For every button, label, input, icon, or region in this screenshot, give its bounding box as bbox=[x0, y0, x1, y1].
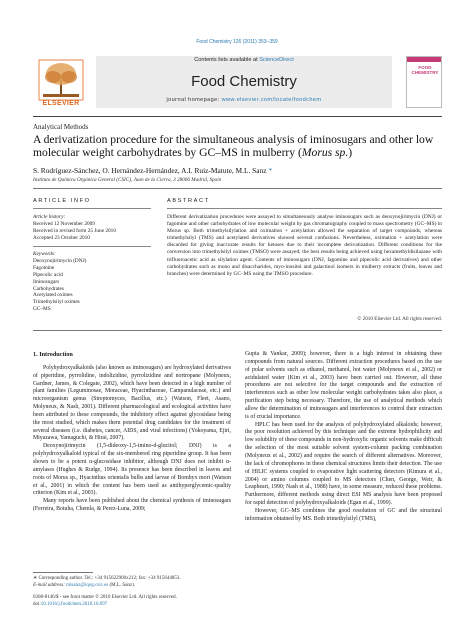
contents-line bbox=[96, 57, 392, 63]
journal-masthead bbox=[33, 48, 442, 112]
title-main: A derivatization procedure for the simultaneous analysis of iminosugars and other low molecular weight carbohydrates by GC–MS in mulberry ( bbox=[33, 133, 434, 160]
corresponding-line: ∗ Corresponding author. Tel.: +34 915622900x212; fax: +34 915644853. bbox=[33, 576, 181, 581]
cover-band bbox=[407, 57, 441, 62]
affiliation: Instituto de Química Orgánica General (CSIC), Juan de la Cierva, 3 28006 Madrid, Spain bbox=[33, 177, 222, 183]
journal-name: Food Chemistry bbox=[191, 73, 297, 90]
cover-title: FOOD CHEMISTRY bbox=[411, 65, 439, 76]
body-paragraph: However, GC–MS combines the good resolution of GC and the structural information obtained by MS. Both trimethylsilyl (TMS), bbox=[245, 507, 442, 522]
section-tag: Analytical Methods bbox=[33, 123, 89, 131]
keyword: Pipecolic acid bbox=[33, 271, 63, 278]
doi-line bbox=[33, 602, 293, 609]
history-item: Accepted 23 October 2010 bbox=[33, 234, 90, 241]
keyword: Trimethylsilyl oximes bbox=[33, 299, 80, 306]
abstract-copyright: © 2010 Elsevier Ltd. All rights reserved. bbox=[357, 316, 442, 322]
abstract-bottom-divider bbox=[33, 330, 442, 331]
author-list bbox=[33, 166, 445, 175]
article-history bbox=[33, 214, 133, 242]
keyword: Deoxynojirimycin (DNJ) bbox=[33, 257, 87, 264]
keyword: Iminosugars bbox=[33, 278, 60, 285]
keywords-label: Keywords: bbox=[33, 251, 56, 257]
right-column bbox=[245, 351, 442, 524]
corresponding-author-footnote bbox=[33, 576, 233, 589]
footnote-divider bbox=[33, 572, 93, 573]
issn-line: 0308-8146/$ - see front matter © 2010 Elsevier Ltd. All rights reserved. bbox=[33, 595, 177, 600]
section-heading: 1. Introduction bbox=[33, 351, 73, 358]
keyword: GC–MS bbox=[33, 306, 51, 313]
homepage-prefix: journal homepage: bbox=[166, 97, 222, 103]
email-label: E-mail address: bbox=[33, 582, 67, 588]
sciencedirect-link[interactable]: ScienceDirect bbox=[259, 57, 294, 63]
journal-homepage bbox=[96, 97, 392, 103]
elsevier-tree-logo-icon bbox=[33, 56, 89, 104]
publication-footer bbox=[33, 595, 293, 608]
intro-paragraph: Deoxynojirimycin (1,5-dideoxy-1,5-imino-d-glucitol; DNJ) is a polyhydroxyalkaloid typical of the six-membered ring piperidine group. It has been shown to be a potent α-glucosidase inhibitor, although DNJ does not inhibit α-amylases (Hughes & Rudge, 1994). Its presence has been described in leaves and roots of Morus sp., Hyacinthus orientalis bulbs and larvae of Bombyx mori (Watson et al., 2001) in which the content has been used as antihyperglycemic-quality criterion (Kim et al., 2003). bbox=[33, 443, 231, 497]
authors-text: S. Rodríguez-Sánchez, O. Hernández-Hernández, A.I. Ruiz-Matute, M.L. Sanz bbox=[33, 166, 267, 175]
corresponding-author-mark[interactable]: * bbox=[268, 166, 273, 175]
info-top-divider bbox=[33, 188, 442, 189]
intro-paragraph: Many reports have been published about the chemical synthesis of iminosugars (Ferreira, Botuha, Chemla, & Perez-Luna, 2009; bbox=[33, 498, 231, 513]
keyword: Carbohydrates bbox=[33, 285, 64, 292]
abstract-rule bbox=[167, 208, 442, 209]
title-italic: Morus sp. bbox=[301, 146, 349, 160]
intro-paragraph: Polyhydroxyalkaloids (also known as iminosugars) are hydroxylated derivatives of piperidine, pyrrolidine, indolizidine, pyrrolizidine and nortropane (Molyneux, Gardner, James, & Colegate, 2002), which have been detected in a high number of plant families (Leguminosae, Moraceae, Hyacinthaceae, Campanulaceae, etc.) and microorganism genus (Streptomyces, Bacillus, etc.) (Watson, Fleet, Asano, Molyneux, & Nash, 2001). Different pharmacological and ecological activities have been attributed to these compounds, the inhibitory effect against glycosidase being the most studied, which makes them potential drug candidates for the treatment of several diseases (i.e. diabetes, cancer, AIDS, and viral infections) (Yokoyama, Ejiri, Miyazawa, Yamaguchi, & Hirai, 2007). bbox=[33, 364, 231, 442]
body-paragraph: HPLC has been used for the analysis of polyhydroxylated alkaloids; however, the poor resolution achieved by this technique and the extreme hydrophilicity and low solubility of these compounds in non-hydroxylic organic solvents make difficult the selection of the most suitable solvent system-column packing combination (Molyneux et al., 2002) and require the search of different alternatives. Moreover, the lack of chromophores in these chemical structures limits their detection. The use of HILIC systems coupled to evaporative light scattering detectors (Kimura et al., 2004) or amino columns coupled to MS detectors (Chen, George, Weir, & Leapheart, 1990; Nash et al., 1988) have, in some measure, reduced these problems. Furthermore, different methods using direct ESI MS analysis have been proposed for rapid detection of polyhydroxyalkaloids (Egan et al., 1999). bbox=[245, 421, 442, 507]
homepage-link[interactable]: www.elsevier.com/locate/foodchem bbox=[221, 97, 322, 103]
email-suffix: (M.L. Sanz). bbox=[108, 582, 136, 588]
doi-prefix: doi: bbox=[33, 601, 41, 607]
history-item: Received in revised form 25 June 2010 bbox=[33, 227, 116, 234]
article-info-heading: ARTICLE INFO bbox=[33, 198, 91, 204]
email-link[interactable]: mlsanz@iqog.csic.es bbox=[66, 582, 109, 588]
journal-cover-thumbnail bbox=[406, 56, 442, 108]
contents-prefix: Contents lists available at bbox=[194, 57, 260, 63]
article-info-rule bbox=[33, 208, 151, 209]
history-label: Article history: bbox=[33, 214, 66, 220]
body-paragraph: Gupta & Vankar, 2009); however, there is a high interest in obtaining these compounds from natural sources. Different extraction procedures based on the use of polar solvents such as ethanol, methanol, hot water (Molyneux et al., 2002) or acidulated water (Kim et al., 2003) have been carried out. However, all these procedures are not selective for the target compounds and the extraction of interferences such as other low molecular weight carbohydrates takes also place, a purification step being necessary. Therefore, the use of analytical methods which allow the determination of iminosugars and interferences to control their extraction is of crucial importance. bbox=[245, 351, 442, 420]
abstract-heading: ABSTRACT bbox=[167, 198, 210, 204]
abstract-paragraph: Different derivatization procedures were assayed to simultaneously analyse iminosugars such as deoxynojirimycin (DNJ) or fagomine and other carbohydrates of low molecular weight by gas chromatography coupled to mass spectrometry (GC–MS) in Morus sp. Both trimethylsilylation and oximation + acetylation allowed the separation of target compounds, whereas trimethylsilyl (TMS) and acetylated derivatives showed several confusions. Nevertheless, oximation + acetylation were discarded for giving inaccurate results for ketoses due to their incomplete derivatization. Different conditions for the conversion into trimethylsilyl oximes (TMSO) were assayed; the best results being achieved using hexamethyldisilazane with trifluoroacetic acid as silylation agent. Contents of iminosugars (DNJ, fagomine and pipecolic acid derivatives) and other carbohydrates such as mono and disaccharides, myo-inositol and galactinol isomers in mulberry extracts (fruits, leaves and branches) were determined by GC–MS using the TMSO procedure. bbox=[167, 214, 442, 277]
title-end: ) bbox=[348, 146, 353, 160]
keyword: Fagomine bbox=[33, 264, 55, 271]
abstract-body bbox=[167, 214, 442, 278]
email-line bbox=[33, 583, 233, 590]
keywords-rule bbox=[33, 246, 151, 247]
doi-link[interactable]: 10.1016/j.foodchem.2010.10.097 bbox=[40, 601, 108, 607]
history-item: Received 12 November 2009 bbox=[33, 220, 95, 227]
keyword: Acetylated oximes bbox=[33, 292, 73, 299]
keywords-list bbox=[33, 251, 133, 313]
journal-reference[interactable]: Food Chemistry 126 (2011) 353–359 bbox=[196, 39, 278, 45]
header-divider bbox=[33, 116, 442, 117]
publisher-name: ELSEVIER bbox=[42, 100, 80, 107]
article-title bbox=[33, 133, 445, 160]
left-column bbox=[33, 351, 231, 514]
